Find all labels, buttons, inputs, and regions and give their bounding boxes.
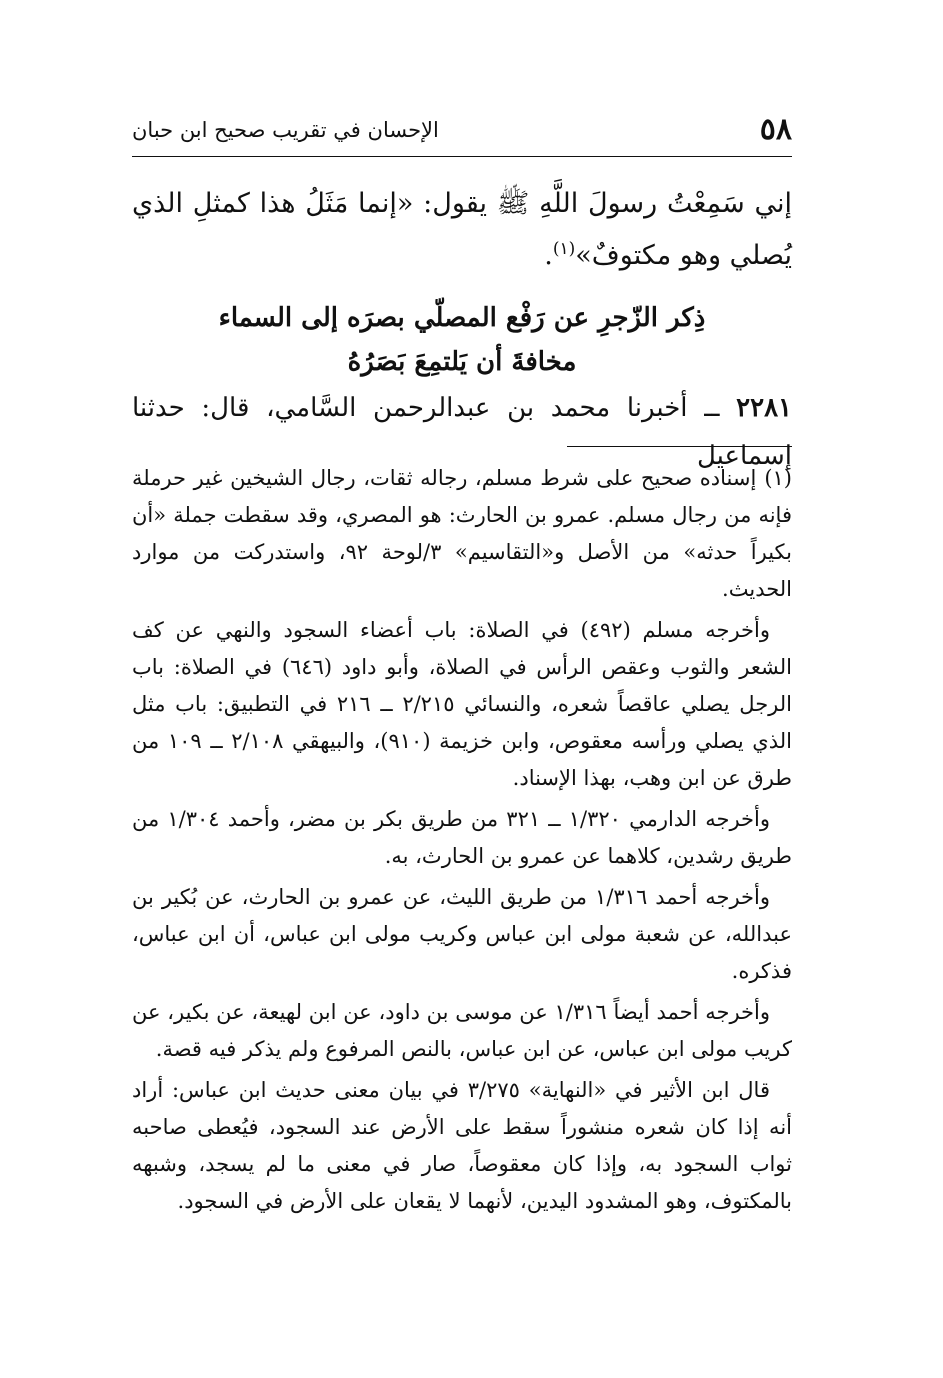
continuation-end: . bbox=[544, 240, 553, 271]
hadith-number: ٢٢٨١ bbox=[736, 393, 792, 423]
hadith-text: أخبرنا محمد بن عبدالرحمن السَّامي، قال: حدثنا إسماعيل bbox=[132, 393, 792, 471]
footnote-paragraph: وأخرجه مسلم (٤٩٢) في الصلاة: باب أعضاء السجود والنهي عن كف الشعر والثوب وعقص الرأس في الصلاة، وأبو داود (٦٤٦) في الصلاة: باب الرجل يصلي عاقصاً شعره، والنسائي ٢/٢١٥ ــ ٢١٦ في التطبيق: باب مثل الذي يصلي ورأسه معقوص، وابن خزيمة (٩١٠)، والبيهقي ٢/١٠٨ ــ ١٠٩ من طرق عن ابن وهب، بهذا الإسناد. bbox=[132, 618, 792, 790]
running-title: الإحسان في تقريب صحيح ابن حبان bbox=[132, 118, 439, 142]
continuation-paragraph bbox=[132, 178, 792, 282]
main-text bbox=[132, 178, 792, 282]
page-number: ٥٨ bbox=[759, 112, 792, 147]
footnotes bbox=[132, 460, 792, 1224]
footnote-paragraph bbox=[132, 460, 792, 608]
header-rule bbox=[132, 156, 792, 157]
footnote-text: إسناده صحيح على شرط مسلم، رجاله ثقات، رجال الشيخين غير حرملة فإنه من رجال مسلم. عمرو بن الحارث: هو المصري، وقد سقطت جملة «أن بكيراً حدثه» من الأصل و«التقاسيم» ٣/لوحة ٩٢، واستدركت من موارد الحديث. bbox=[132, 466, 792, 601]
footnote-paragraph: وأخرجه أحمد ١/٣١٦ من طريق الليث، عن عمرو بن الحارث، عن بُكير بن عبدالله، عن شعبة مولى ابن عباس وكريب مولى ابن عباس، أن ابن عباس، فذكره. bbox=[132, 885, 792, 983]
footnote-separator bbox=[567, 446, 792, 447]
chapter-heading-line-1: ذِكر الزّجرِ عن رَفْع المصلّي بصرَه إلى السماء bbox=[218, 303, 706, 333]
chapter-heading bbox=[132, 296, 792, 384]
hadith-dash: ــ bbox=[704, 393, 720, 423]
page-header bbox=[132, 110, 792, 150]
footnote-paragraph: وأخرجه الدارمي ١/٣٢٠ ــ ٣٢١ من طريق بكر بن مضر، وأحمد ١/٣٠٤ من طريق رشدين، كلاهما عن عمرو بن الحارث، به. bbox=[132, 807, 792, 868]
chapter-heading-line-2: مخافةَ أن يَلتمِعَ بَصَرُهُ bbox=[347, 347, 577, 377]
footnote-reference: (١) bbox=[552, 239, 576, 259]
continuation-text: إني سَمِعْتُ رسولَ اللَّهِ ﷺ يقول: «إنما مَثَلُ هذا كمثلِ الذي يُصلي وهو مكتوفٌ» bbox=[132, 188, 792, 271]
footnote-paragraph: وأخرجه أحمد أيضاً ١/٣١٦ عن موسى بن داود، عن ابن لهيعة، عن بكير، عن كريب مولى ابن عباس، عن ابن عباس، بالنص المرفوع ولم يذكر فيه قصة. bbox=[132, 1000, 792, 1061]
footnote-paragraph: قال ابن الأثير في «النهاية» ٣/٢٧٥ في بيان معنى حديث ابن عباس: أراد أنه إذا كان شعره منشوراً سقط على الأرض عند السجود، فيُعطى صاحبه ثواب السجود به، وإذا كان معقوصاً، صار في معنى ما لم يسجد، وشبهه بالمكتوف، وهو المشدود اليدين، لأنهما لا يقعان على الأرض في السجود. bbox=[132, 1078, 792, 1213]
footnote-marker: (١) bbox=[764, 466, 792, 490]
